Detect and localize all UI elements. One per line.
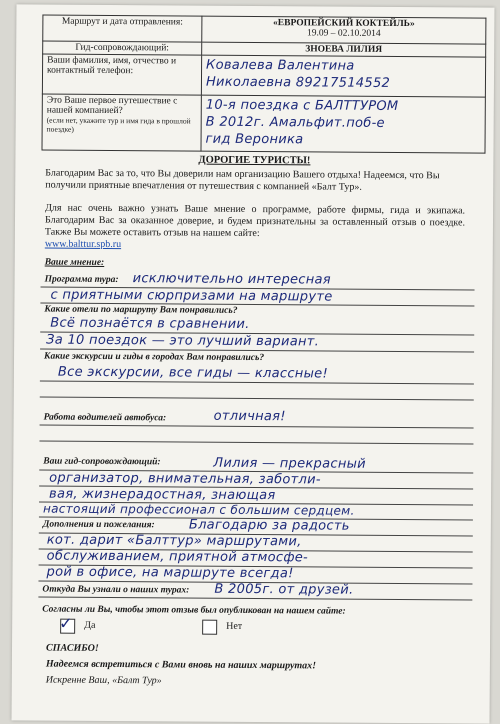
- tour-name: «ЕВРОПЕЙСКИЙ КОКТЕЙЛЬ»: [273, 18, 415, 30]
- rule: [39, 441, 473, 445]
- feedback-form: [12, 4, 495, 723]
- first-trip-answer: [201, 95, 485, 153]
- yes-label: Да: [84, 619, 96, 631]
- additions-answer-3: обслуживанием, приятной атмосфе-: [46, 548, 309, 566]
- rule: [40, 425, 474, 429]
- rule: [38, 597, 472, 601]
- no-label: Нет: [226, 620, 243, 632]
- first-trip-hint: (если нет, укажите тур и имя гида в прошлой поездке): [46, 115, 191, 134]
- guide-answer-3: вая, жизнерадостная, знающая: [49, 486, 276, 504]
- additions-label: Дополнения и пожелания:: [42, 519, 155, 531]
- additions-answer-1: Благодарю за радость: [188, 517, 350, 534]
- contact-line-1: Ковалева Валентина: [206, 57, 355, 74]
- first-trip-cell: [42, 94, 201, 151]
- source-answer: В 2005г. от друзей.: [214, 581, 354, 598]
- intro-paragraph-2: Для нас очень важно узнать Ваше мнение о программе, работе фирмы, гида и экипажа. Благодарим Вас за оказанное доверие, и будем признательны за оставленный отзыв о поездке. Также Вы можете оставить отзыв на нашем сайте:: [44, 202, 466, 240]
- guide-answer-1: Лилия — прекрасный: [213, 455, 367, 472]
- first-trip-line-2: В 2012г. Амальфит.поб-е: [205, 114, 385, 131]
- additions-answer-4: рой в офисе, на маршруте всегда!: [46, 564, 294, 582]
- header-table: [41, 15, 486, 154]
- contact-label: Ваши фамилия, имя, отчество и контактный телефон:: [42, 54, 201, 95]
- site-link[interactable]: www.balttur.spb.ru: [44, 238, 122, 251]
- drivers-label: Работа водителей автобуса:: [43, 412, 167, 424]
- intro-title: ДОРОГИЕ ТУРИСТЫ!: [198, 154, 311, 167]
- contact-line-2: Николаевна 89217514552: [205, 74, 391, 91]
- program-answer-1: исключительно интересная: [132, 271, 331, 288]
- hotels-label: Какие отели по маршруту Вам понравились?: [44, 304, 238, 316]
- guide-answer-4: настоящий профессионал с большим сердцем.: [42, 501, 355, 518]
- no-checkbox[interactable]: [202, 620, 217, 635]
- first-trip-line-1: 10-я поездка с БАЛТТУРОМ: [205, 97, 399, 115]
- rule: [40, 381, 474, 385]
- rule: [40, 397, 474, 401]
- signature-text: Искренне Ваш, «Балт Тур»: [45, 674, 162, 687]
- guide-review-label: Ваш гид-сопровождающий:: [43, 456, 161, 468]
- hope-text: Надеемся встретиться с Вами вновь на наших маршрутах!: [45, 658, 317, 672]
- program-label: Программа тура:: [44, 274, 119, 286]
- opinion-label: Ваше мнение:: [44, 257, 105, 268]
- drivers-answer: отличная!: [213, 408, 286, 425]
- program-answer-2: с приятными сюрпризами на маршруте: [50, 287, 333, 305]
- intro-paragraph-1: Благодарим Вас за то, что Вы доверили нам организацию Вашего отдыха! Надеемся, что Вы получили приятные впечатления от путешествия с компанией «Балт Тур».: [45, 167, 440, 193]
- publish-label: Согласны ли Вы, чтобы этот отзыв был опубликован на нашем сайте:: [42, 604, 346, 617]
- guide-answer-2: организатор, внимательная, заботли-: [49, 470, 321, 488]
- source-label: Откуда Вы узнали о наших турах:: [42, 584, 190, 596]
- first-trip-line-3: гид Вероника: [205, 131, 304, 148]
- route-label: Маршрут и дата отправления:: [43, 15, 202, 42]
- hotels-answer-2: За 10 поездок — это лучший вариант.: [46, 332, 320, 350]
- checkmark-icon: ✓: [59, 613, 73, 633]
- first-trip-label: Это Ваше первое путешествие с нашей компанией?: [46, 95, 178, 117]
- tour-info: [202, 16, 486, 44]
- excursions-label: Какие экскурсии и гиды в городах Вам понравились?: [44, 351, 265, 364]
- guide-name: ЗНОЕВА ЛИЛИЯ: [202, 42, 486, 57]
- hotels-answer-1: Всё познаётся в сравнении.: [50, 315, 250, 332]
- contact-answer: [201, 55, 485, 97]
- tour-dates: 19.09 – 02.10.2014: [306, 28, 381, 39]
- additions-answer-2: кот. дарит «Балттур» маршрутами,: [46, 532, 302, 550]
- thanks-text: СПАСИБО!: [45, 642, 99, 654]
- excursions-answer-1: Все экскурсии, все гиды — классные!: [57, 364, 329, 382]
- guide-label: Гид-сопровождающий:: [43, 41, 202, 55]
